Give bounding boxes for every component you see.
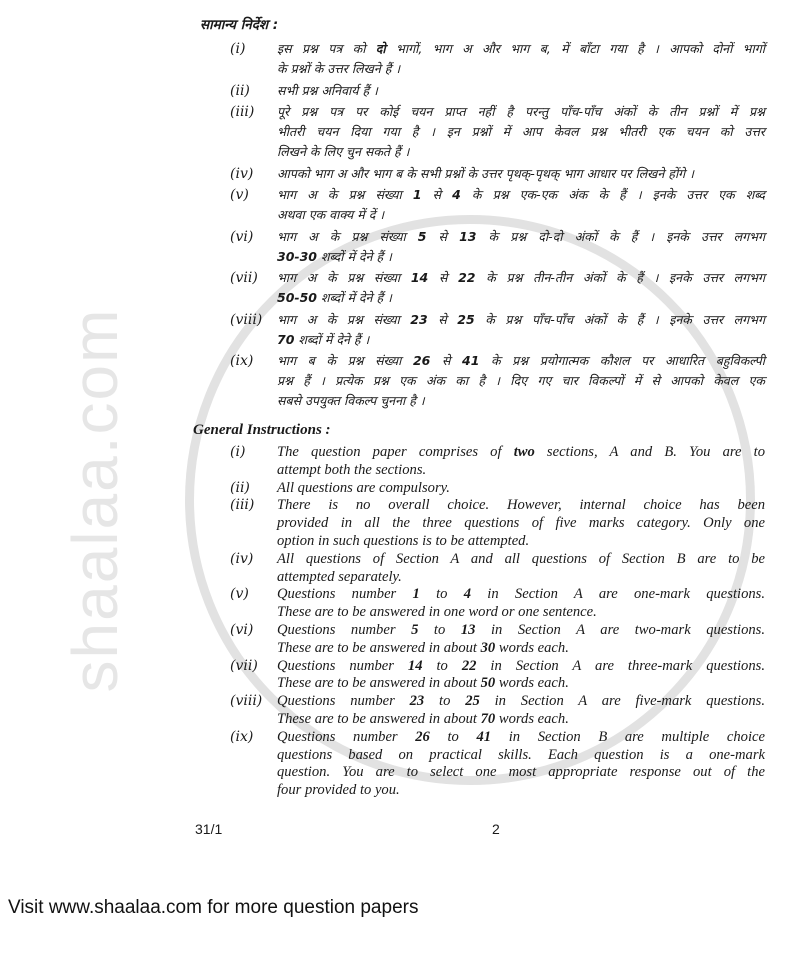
item-text-line: These are to be answered in about 50 words each. [277, 675, 569, 692]
paper-code: 31/1 [195, 820, 223, 837]
english-instructions-list [230, 444, 765, 800]
instruction-item [230, 622, 765, 658]
item-text-line: Questions number 14 to 22 in Section A are three-mark questions. [277, 657, 765, 674]
item-text-line: अथवा एक वाक्य में दें । [277, 207, 385, 222]
watermark-text: shaalaa.com [59, 307, 131, 693]
item-text [277, 81, 765, 101]
item-text-line: There is no overall choice. However, internal choice has been [277, 497, 765, 514]
item-text-line: भाग अ के प्रश्न संख्या 5 से 13 के प्रश्न दो-दो अंकों के हैं । इनके उत्तर लगभग [277, 228, 765, 244]
item-text-line: आपको भाग अ और भाग ब के सभी प्रश्नों के उत्तर पृथक्-पृथक् भाग आधार पर लिखने होंगे । [277, 165, 694, 181]
item-text-line: भीतरी चयन दिया गया है । इन प्रश्नों में आप केवल प्रश्न भीतरी एक चयन को उत्तर [277, 124, 765, 139]
item-text-line: के प्रश्नों के उत्तर लिखने हैं । [277, 61, 401, 76]
item-text [277, 268, 765, 308]
item-text [277, 658, 765, 694]
instruction-item [230, 351, 765, 411]
instruction-item [230, 551, 765, 587]
item-text [277, 586, 765, 622]
item-text [277, 351, 765, 411]
item-text [277, 164, 765, 184]
item-text [277, 693, 765, 729]
item-text-line: भाग ब के प्रश्न संख्या 26 से 41 के प्रश्न प्रयोगात्मक कौशल पर आधारित बहुविकल्पी [277, 353, 766, 368]
item-number: (ix) [230, 728, 254, 745]
item-number: (vi) [230, 228, 254, 245]
item-text-line: These are to be answered in about 70 words each. [277, 710, 569, 727]
instruction-item [230, 102, 765, 162]
hindi-heading: सामान्य निर्देश : [200, 17, 279, 33]
item-text-line: All questions of Section A and all questions of Section B are to be [277, 550, 765, 567]
item-text-line: attempted separately. [277, 568, 402, 585]
hindi-instructions-list [230, 39, 765, 411]
instruction-item [230, 729, 765, 800]
instruction-item [230, 310, 765, 350]
item-text [277, 480, 765, 498]
item-text-line: Questions number 26 to 41 in Section B are multiple choice [277, 728, 765, 745]
item-number: (v) [230, 187, 249, 203]
instruction-item [230, 185, 765, 225]
shaalaa-banner-link[interactable]: Visit www.shaalaa.com for more question papers [8, 896, 419, 918]
item-text-line: option in such questions is to be attempted. [277, 532, 530, 549]
item-text-line: The question paper comprises of two sections, A and B. You are to [277, 444, 765, 460]
item-text-line: 50-50 शब्दों में देने हैं । [277, 290, 392, 305]
item-text-line: These are to be answered in one word or one sentence. [277, 604, 597, 621]
instruction-item [230, 693, 765, 729]
item-text [277, 185, 765, 225]
item-number: (vi) [230, 621, 254, 638]
item-text [277, 497, 765, 550]
instruction-item [230, 39, 765, 79]
item-text-line: attempt both the sections. [277, 461, 427, 478]
instruction-item [230, 444, 765, 480]
item-text-line: लिखने के लिए चुन सकते हैं । [277, 144, 410, 159]
item-number: (vii) [230, 270, 258, 286]
item-text [277, 729, 765, 800]
item-number: (viii) [230, 693, 263, 710]
item-number: (ix) [230, 353, 254, 369]
item-number: (iii) [230, 104, 255, 120]
item-text-line: four provided to you. [277, 782, 400, 799]
item-number: (iv) [230, 550, 254, 567]
item-number: (i) [230, 41, 246, 57]
item-text-line: All questions are compulsory. [277, 479, 450, 496]
instruction-item [230, 81, 765, 101]
item-text-line: 70 शब्दों में देने हैं । [277, 331, 370, 347]
item-text-line: सभी प्रश्न अनिवार्य हैं । [277, 82, 378, 98]
item-number: (vii) [230, 657, 258, 674]
item-text-line: सबसे उपयुक्त विकल्प चुनना है । [277, 393, 425, 408]
item-text-line: These are to be answered in about 30 words each. [277, 639, 569, 656]
item-text-line: provided in all the three questions of five marks category. Only one [277, 515, 765, 532]
instruction-item [230, 497, 765, 550]
item-text [277, 39, 765, 79]
item-text-line: Questions number 23 to 25 in Section A are five-mark questions. [277, 693, 766, 710]
item-text-line: भाग अ के प्रश्न संख्या 14 से 22 के प्रश्न तीन-तीन अंकों के हैं । इनके उत्तर लगभग [277, 270, 766, 285]
item-text-line: भाग अ के प्रश्न संख्या 23 से 25 के प्रश्न पाँच-पाँच अंकों के हैं । इनके उत्तर लगभग [277, 311, 765, 327]
item-number: (ii) [230, 479, 250, 496]
item-text-line: पूरे प्रश्न पत्र पर कोई चयन प्राप्त नहीं है परन्तु पाँच-पाँच अंकों के तीन प्रश्नों में प्रश्न [277, 104, 765, 119]
instruction-item [230, 268, 765, 308]
page-footer [0, 820, 800, 840]
item-text-line: Questions number 5 to 13 in Section A are two-mark questions. [277, 621, 766, 638]
item-number: (viii) [230, 311, 263, 328]
instruction-item [230, 586, 765, 622]
instruction-item [230, 658, 765, 694]
item-text [277, 310, 765, 350]
page-number: 2 [492, 820, 500, 837]
english-heading: General Instructions : [193, 422, 331, 438]
item-text [277, 622, 765, 658]
instruction-item [230, 227, 765, 267]
item-text-line: प्रश्न हैं । प्रत्येक प्रश्न एक अंक का है । दिए गए चार विकल्पों में से आपको केवल एक [277, 373, 765, 388]
item-number: (iv) [230, 165, 254, 182]
item-text [277, 102, 765, 162]
item-text-line: question. You are to select one most appropriate response out of the [277, 764, 765, 781]
item-text-line: 30-30 शब्दों में देने हैं । [277, 248, 392, 264]
item-text-line: Questions number 1 to 4 in Section A are one-mark questions. [277, 586, 765, 603]
item-number: (v) [230, 586, 249, 603]
instruction-item [230, 164, 765, 184]
item-number: (i) [230, 444, 246, 460]
item-text-line: इस प्रश्न पत्र को दो भागों, भाग अ और भाग ब, में बाँटा गया है । आपको दोनों भागों [277, 41, 765, 56]
item-number: (iii) [230, 497, 255, 514]
item-text [277, 551, 765, 587]
item-text-line: भाग अ के प्रश्न संख्या 1 से 4 के प्रश्न एक-एक अंक के हैं । इनके उत्तर एक शब्द [277, 187, 765, 202]
item-text [277, 227, 765, 267]
item-text-line: questions based on practical skills. Each question is a one-mark [277, 746, 765, 763]
item-number: (ii) [230, 82, 250, 99]
item-text [277, 444, 765, 480]
instruction-item [230, 480, 765, 498]
